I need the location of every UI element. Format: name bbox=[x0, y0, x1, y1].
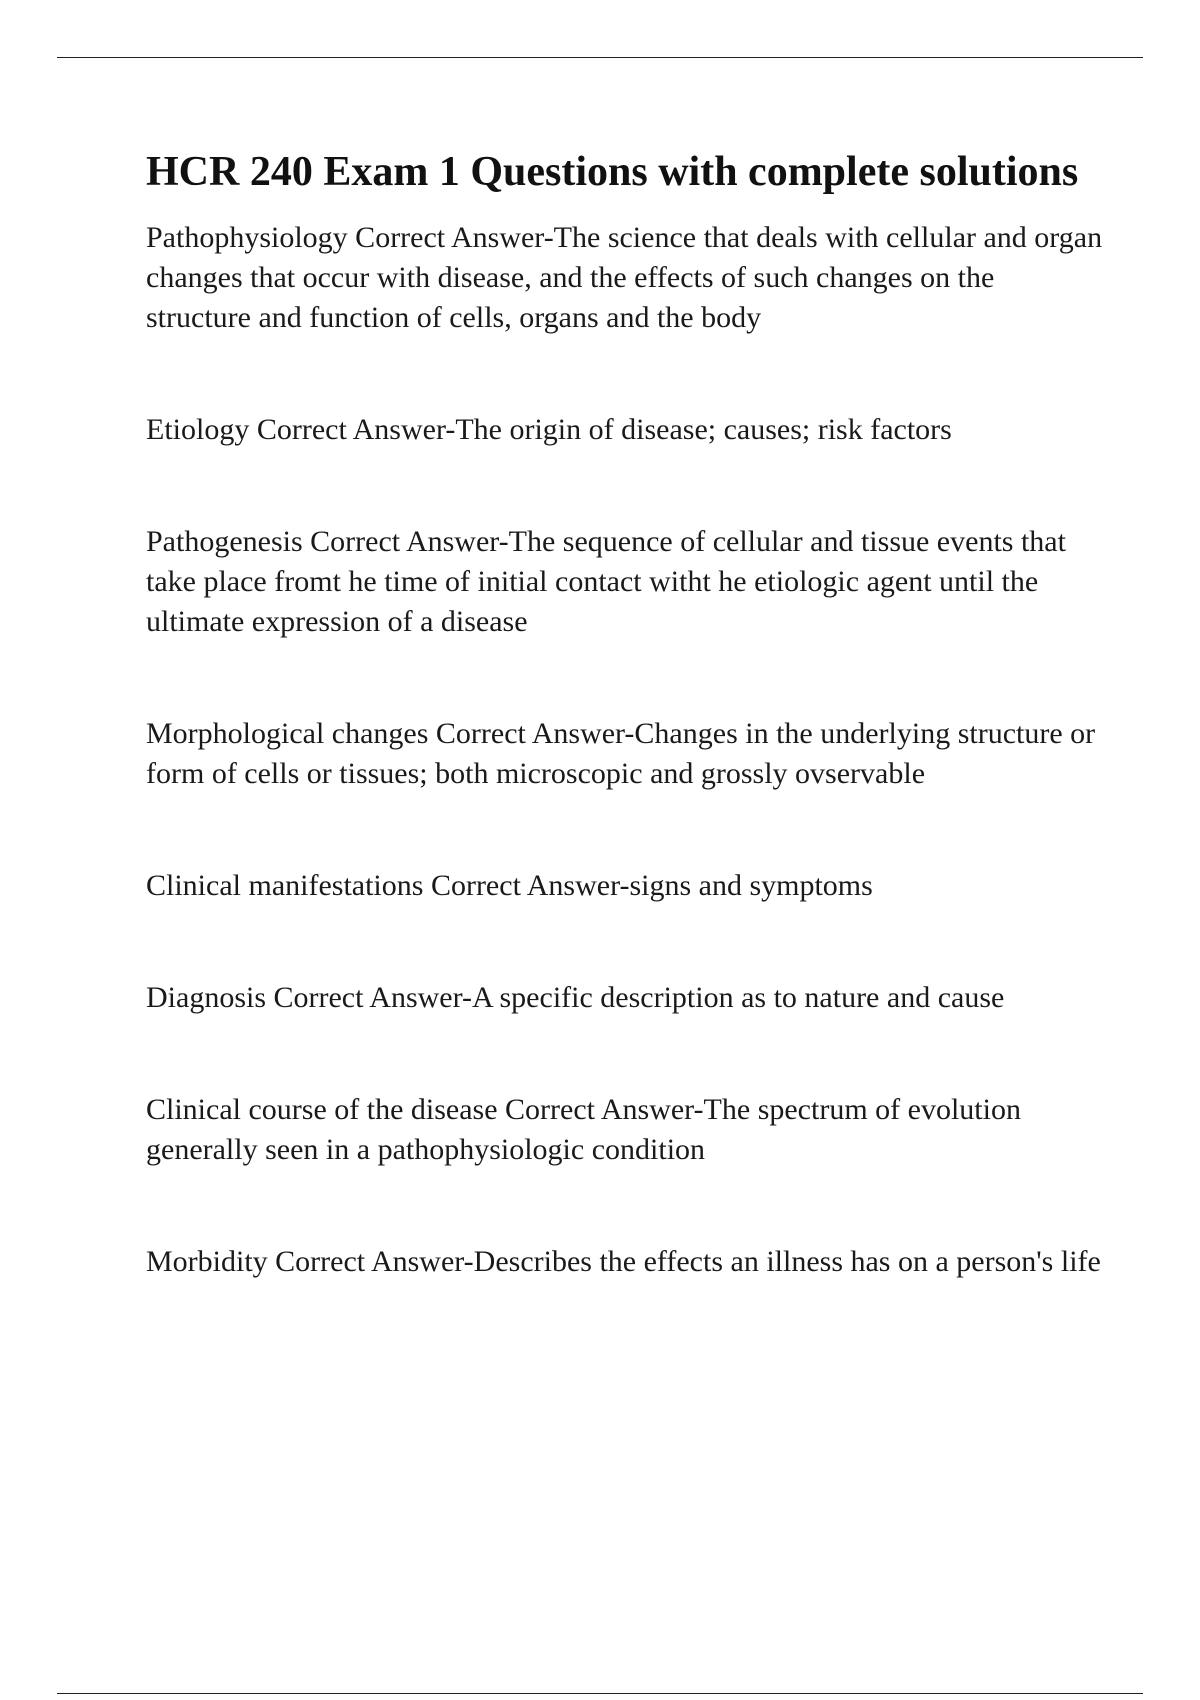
qa-entry-morphological-changes: Morphological changes Correct Answer-Changes in the underlying structure or form of cells or tissues; both microscopic and grossly ovservable bbox=[146, 717, 1096, 790]
page-title: HCR 240 Exam 1 Questions with complete solutions bbox=[146, 149, 1079, 195]
document-body bbox=[146, 145, 1106, 1282]
qa-entry-pathophysiology: Pathophysiology Correct Answer-The science that deals with cellular and organ changes that occur with disease, and the effects of such changes on the structure and function of cells, organs and the body bbox=[146, 221, 1103, 334]
qa-entry-clinical-manifestations: Clinical manifestations Correct Answer-signs and symptoms bbox=[146, 869, 873, 902]
qa-entry-diagnosis: Diagnosis Correct Answer-A specific description as to nature and cause bbox=[146, 981, 1005, 1014]
qa-entry-morbidity: Morbidity Correct Answer-Describes the effects an illness has on a person's life bbox=[146, 1245, 1101, 1278]
qa-list bbox=[146, 218, 1106, 1282]
top-divider bbox=[57, 57, 1143, 58]
qa-entry-pathogenesis: Pathogenesis Correct Answer-The sequence of cellular and tissue events that take place fromt he time of initial contact witht he etiologic agent until the ultimate expression of a disease bbox=[146, 525, 1066, 638]
qa-entry-etiology: Etiology Correct Answer-The origin of disease; causes; risk factors bbox=[146, 413, 952, 446]
qa-entry-clinical-course: Clinical course of the disease Correct Answer-The spectrum of evolution generally seen in a pathophysiologic condition bbox=[146, 1093, 1021, 1166]
bottom-divider bbox=[57, 1693, 1143, 1694]
